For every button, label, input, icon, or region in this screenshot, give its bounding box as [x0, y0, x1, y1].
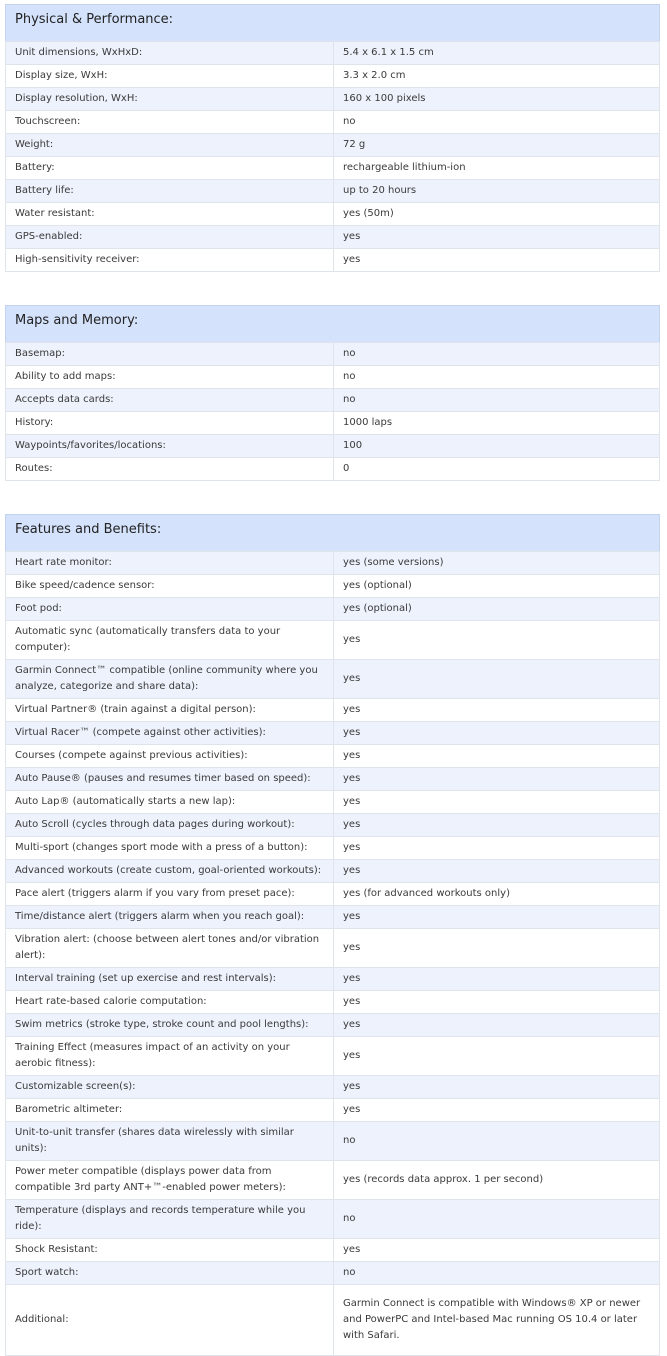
spec-table — [5, 551, 660, 1356]
spec-label: Virtual Racer™ (compete against other activities): — [6, 722, 334, 745]
spec-value: yes — [334, 1239, 660, 1262]
spec-value: rechargeable lithium-ion — [334, 157, 660, 180]
spec-label: Vibration alert: (choose between alert tones and/or vibration alert): — [6, 929, 334, 968]
table-row — [6, 389, 660, 412]
spec-value: yes — [334, 906, 660, 929]
table-row — [6, 1239, 660, 1262]
spec-value: yes — [334, 968, 660, 991]
spec-label: Foot pod: — [6, 598, 334, 621]
spec-value: yes (50m) — [334, 203, 660, 226]
spec-label: GPS-enabled: — [6, 226, 334, 249]
table-row — [6, 458, 660, 481]
spec-value: yes — [334, 929, 660, 968]
spec-value: yes — [334, 660, 660, 699]
spec-label: Multi-sport (changes sport mode with a press of a button): — [6, 837, 334, 860]
table-row — [6, 722, 660, 745]
spec-value: no — [334, 1200, 660, 1239]
table-row — [6, 366, 660, 389]
spec-value: yes — [334, 837, 660, 860]
table-row — [6, 837, 660, 860]
spec-label: Weight: — [6, 134, 334, 157]
table-row — [6, 1014, 660, 1037]
spec-label: Power meter compatible (displays power data from compatible 3rd party ANT+™-enabled power meters): — [6, 1161, 334, 1200]
table-row — [6, 1161, 660, 1200]
spec-label: Auto Lap® (automatically starts a new lap): — [6, 791, 334, 814]
table-row — [6, 249, 660, 272]
spec-label: Barometric altimeter: — [6, 1099, 334, 1122]
table-row — [6, 1099, 660, 1122]
spec-value: no — [334, 389, 660, 412]
spec-label: Customizable screen(s): — [6, 1076, 334, 1099]
spec-label: Touchscreen: — [6, 111, 334, 134]
spec-value: yes — [334, 226, 660, 249]
spec-label: Advanced workouts (create custom, goal-oriented workouts): — [6, 860, 334, 883]
spec-label: Sport watch: — [6, 1262, 334, 1285]
spec-label: Automatic sync (automatically transfers data to your computer): — [6, 621, 334, 660]
spec-value: yes — [334, 991, 660, 1014]
table-row — [6, 65, 660, 88]
spec-value: 72 g — [334, 134, 660, 157]
spec-value: yes — [334, 791, 660, 814]
spec-label: High-sensitivity receiver: — [6, 249, 334, 272]
table-row — [6, 1076, 660, 1099]
table-row — [6, 791, 660, 814]
spec-label: Battery: — [6, 157, 334, 180]
spec-label: Garmin Connect™ compatible (online community where you analyze, categorize and share data): — [6, 660, 334, 699]
spec-value: yes — [334, 1014, 660, 1037]
spec-value: no — [334, 1262, 660, 1285]
spec-table — [5, 342, 660, 481]
spec-label: Time/distance alert (triggers alarm when you reach goal): — [6, 906, 334, 929]
spec-label: Unit-to-unit transfer (shares data wirelessly with similar units): — [6, 1122, 334, 1161]
spec-label: Display resolution, WxH: — [6, 88, 334, 111]
table-row — [6, 1200, 660, 1239]
spec-table — [5, 41, 660, 272]
spec-label: Auto Pause® (pauses and resumes timer based on speed): — [6, 768, 334, 791]
spec-label: Ability to add maps: — [6, 366, 334, 389]
table-row — [6, 598, 660, 621]
table-row — [6, 929, 660, 968]
spec-value: 5.4 x 6.1 x 1.5 cm — [334, 42, 660, 65]
spec-label: Pace alert (triggers alarm if you vary from preset pace): — [6, 883, 334, 906]
table-row — [6, 1262, 660, 1285]
spec-label: Heart rate-based calorie computation: — [6, 991, 334, 1014]
spec-label: Shock Resistant: — [6, 1239, 334, 1262]
table-row — [6, 343, 660, 366]
spec-value: yes — [334, 249, 660, 272]
table-row — [6, 203, 660, 226]
spec-label: Display size, WxH: — [6, 65, 334, 88]
table-row — [6, 660, 660, 699]
table-row — [6, 1285, 660, 1356]
spec-label: Interval training (set up exercise and rest intervals): — [6, 968, 334, 991]
section-maps-memory — [5, 305, 660, 481]
spec-label: Heart rate monitor: — [6, 552, 334, 575]
spec-label: Waypoints/favorites/locations: — [6, 435, 334, 458]
table-row — [6, 768, 660, 791]
table-row — [6, 412, 660, 435]
table-row — [6, 157, 660, 180]
spec-value: no — [334, 366, 660, 389]
table-row — [6, 621, 660, 660]
spec-label: Additional: — [6, 1285, 334, 1356]
spec-value: no — [334, 111, 660, 134]
spec-value: up to 20 hours — [334, 180, 660, 203]
section-title: Features and Benefits: — [5, 514, 660, 551]
table-row — [6, 226, 660, 249]
section-features-benefits — [5, 514, 660, 1356]
table-row — [6, 991, 660, 1014]
spec-label: Temperature (displays and records temperature while you ride): — [6, 1200, 334, 1239]
table-row — [6, 968, 660, 991]
spec-label: History: — [6, 412, 334, 435]
spec-value: yes — [334, 768, 660, 791]
section-title: Maps and Memory: — [5, 305, 660, 342]
table-row — [6, 42, 660, 65]
table-row — [6, 1122, 660, 1161]
table-row — [6, 552, 660, 575]
table-row — [6, 111, 660, 134]
spec-value: yes (optional) — [334, 575, 660, 598]
spec-value: 160 x 100 pixels — [334, 88, 660, 111]
spec-value: Garmin Connect is compatible with Windows® XP or newer and PowerPC and Intel-based Mac running OS 10.4 or later with Safari. — [334, 1285, 660, 1356]
table-row — [6, 1037, 660, 1076]
spec-value: no — [334, 343, 660, 366]
spec-label: Swim metrics (stroke type, stroke count and pool lengths): — [6, 1014, 334, 1037]
table-row — [6, 134, 660, 157]
spec-value: yes (records data approx. 1 per second) — [334, 1161, 660, 1200]
spec-value: yes — [334, 1099, 660, 1122]
table-row — [6, 860, 660, 883]
spec-value: yes — [334, 722, 660, 745]
spec-value: 3.3 x 2.0 cm — [334, 65, 660, 88]
section-physical-performance — [5, 4, 660, 272]
spec-value: yes — [334, 814, 660, 837]
table-row — [6, 814, 660, 837]
spec-value: yes (for advanced workouts only) — [334, 883, 660, 906]
table-row — [6, 575, 660, 598]
table-row — [6, 883, 660, 906]
spec-value: yes — [334, 1037, 660, 1076]
table-row — [6, 88, 660, 111]
table-row — [6, 435, 660, 458]
spec-value: yes — [334, 621, 660, 660]
spec-label: Virtual Partner® (train against a digital person): — [6, 699, 334, 722]
spec-value: yes — [334, 860, 660, 883]
spec-value: 1000 laps — [334, 412, 660, 435]
section-title: Physical & Performance: — [5, 4, 660, 41]
spec-value: 0 — [334, 458, 660, 481]
spec-label: Battery life: — [6, 180, 334, 203]
spec-label: Basemap: — [6, 343, 334, 366]
spec-value: yes (some versions) — [334, 552, 660, 575]
spec-label: Accepts data cards: — [6, 389, 334, 412]
spec-label: Routes: — [6, 458, 334, 481]
table-row — [6, 906, 660, 929]
spec-value: yes — [334, 699, 660, 722]
spec-value: yes — [334, 745, 660, 768]
table-row — [6, 699, 660, 722]
spec-label: Unit dimensions, WxHxD: — [6, 42, 334, 65]
spec-value: 100 — [334, 435, 660, 458]
spec-value: yes (optional) — [334, 598, 660, 621]
table-row — [6, 745, 660, 768]
spec-value: no — [334, 1122, 660, 1161]
table-row — [6, 180, 660, 203]
spec-label: Courses (compete against previous activities): — [6, 745, 334, 768]
spec-label: Bike speed/cadence sensor: — [6, 575, 334, 598]
spec-label: Water resistant: — [6, 203, 334, 226]
spec-value: yes — [334, 1076, 660, 1099]
spec-label: Auto Scroll (cycles through data pages during workout): — [6, 814, 334, 837]
spec-label: Training Effect (measures impact of an activity on your aerobic fitness): — [6, 1037, 334, 1076]
